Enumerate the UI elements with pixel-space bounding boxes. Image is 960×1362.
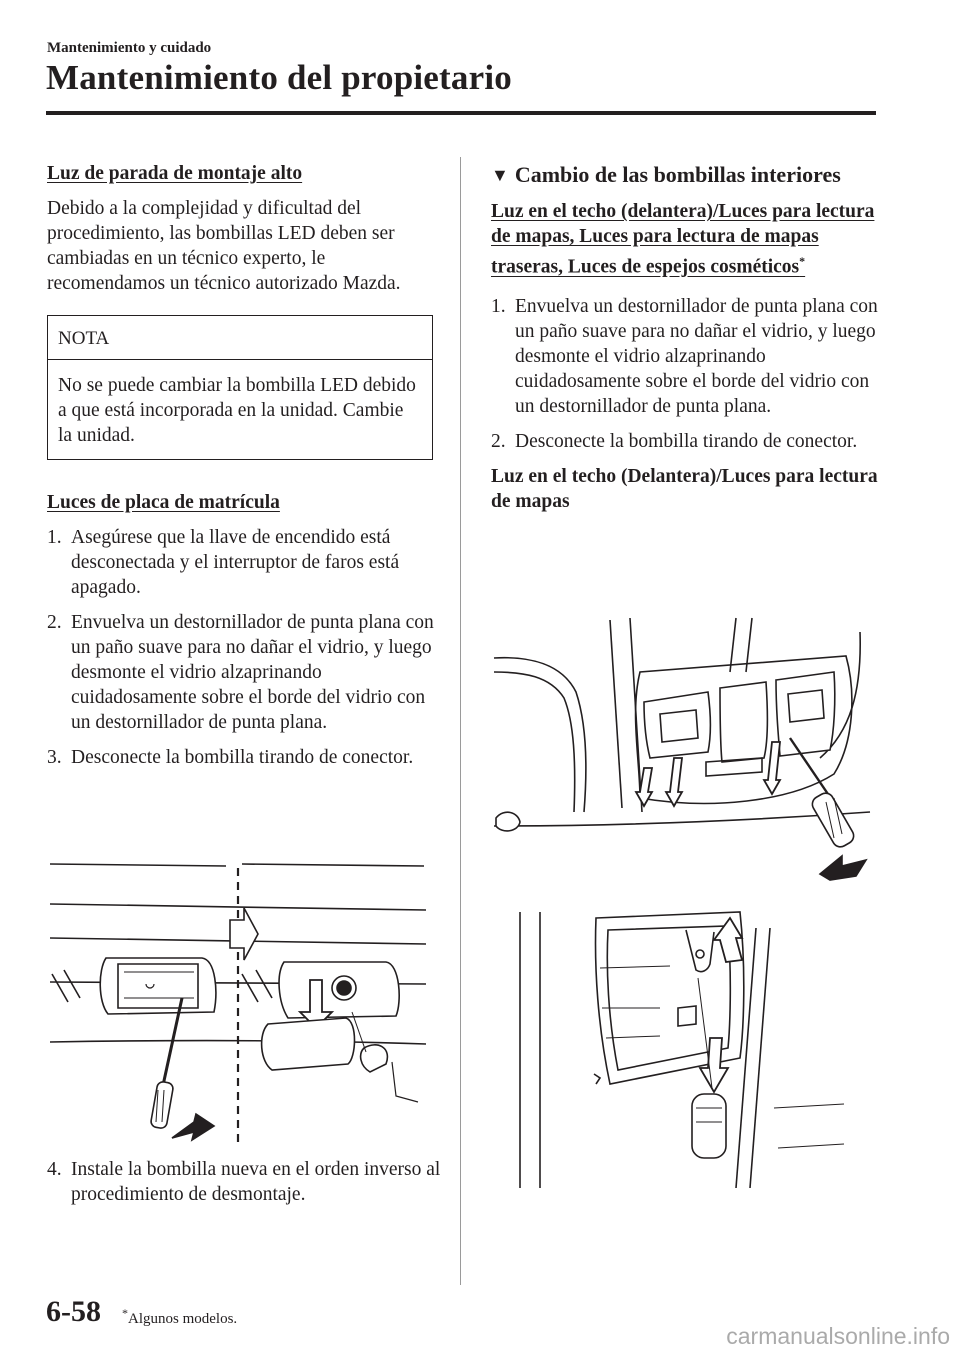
step-number: 2. — [491, 430, 506, 452]
high-stop-heading: Luz de parada de montaje alto — [47, 163, 303, 184]
interior-heading — [491, 161, 881, 190]
plate-steps-cont — [47, 1157, 447, 1207]
triangle-down-icon: ▼ — [491, 165, 509, 185]
list-item — [491, 294, 881, 419]
step-text: Asegúrese que la llave de encendido está desconectada y el interruptor de faros está apagado. — [71, 527, 400, 598]
column-divider — [460, 157, 461, 1285]
rear-map-lamp-figure — [510, 908, 850, 1192]
interior-subheading — [491, 199, 881, 280]
step-number: 1. — [47, 527, 62, 548]
step-number: 3. — [47, 747, 62, 768]
right-column — [491, 161, 881, 514]
interior-heading-text: Cambio de las bombillas interiores — [514, 162, 841, 187]
step-text: Envuelva un destornillador de punta plana con un paño suave para no dañar el vidrio, y luego desmonte el vidrio alzaprinando cuidadosamente sobre el borde del vidrio con un destornillador de punta plana. — [71, 612, 434, 733]
interior-subheading-text: Luz en el techo (delantera)/Luces para lectura de mapas, Luces para lectura de mapas traseras, Luces de espejos cosméticos — [491, 201, 875, 278]
plate-steps — [47, 525, 447, 770]
title-rule — [46, 111, 876, 115]
page-title: Mantenimiento del propietario — [46, 58, 512, 97]
left-column — [47, 161, 447, 770]
list-item — [47, 745, 447, 770]
footer-note-text: Algunos modelos. — [128, 1311, 238, 1327]
note-box — [47, 315, 433, 460]
step-number: 1. — [491, 295, 506, 317]
list-item — [47, 525, 447, 600]
high-stop-body: Debido a la complejidad y dificultad del procedimiento, las bombillas LED deben ser cambiadas en un técnico experto, le recomendamos un técnico autorizado Mazda. — [47, 198, 401, 294]
step-number: 4. — [47, 1159, 62, 1180]
watermark: carmanualsonline.info — [726, 1323, 950, 1349]
step-text: Instale la bombilla nueva en el orden inverso al procedimiento de desmontaje. — [71, 1159, 441, 1205]
page-number: 6-58 — [46, 1295, 101, 1328]
note-label: NOTA — [48, 316, 432, 360]
plate-heading: Luces de placa de matrícula — [47, 492, 280, 513]
interior-caption: Luz en el techo (Delantera)/Luces para lectura de mapas — [491, 465, 878, 512]
asterisk-mark: * — [799, 254, 806, 268]
list-item — [47, 610, 447, 735]
list-item — [491, 429, 881, 454]
section-label: Mantenimiento y cuidado — [47, 40, 212, 56]
step-number: 2. — [47, 612, 62, 633]
step-text: Desconecte la bombilla tirando de conector. — [71, 747, 414, 768]
note-text: No se puede cambiar la bombilla LED debido a que está incorporada en la unidad. Cambie la unidad. — [58, 375, 416, 446]
map-lamp-figure — [490, 612, 876, 892]
list-item — [47, 1157, 447, 1207]
asterisk-mark: * — [122, 1306, 128, 1320]
interior-steps — [491, 294, 881, 454]
footer-note — [122, 1306, 237, 1328]
step-text: Envuelva un destornillador de punta plana con un paño suave para no dañar el vidrio, y luego desmonte el vidrio alzaprinando cuidadosamente sobre el borde del vidrio con un destornillador de punta plana. — [515, 295, 878, 417]
step-text: Desconecte la bombilla tirando de conector. — [515, 430, 858, 452]
plate-lamp-figure — [46, 852, 430, 1146]
plate-step-4 — [47, 1157, 447, 1207]
